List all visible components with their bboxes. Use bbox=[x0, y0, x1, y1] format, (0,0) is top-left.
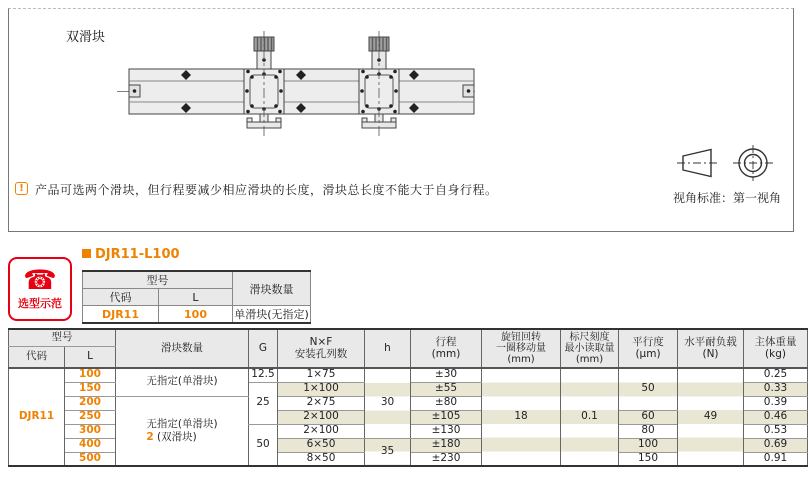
spec-g-cell: 25 bbox=[249, 382, 278, 424]
spec-header-g: G bbox=[249, 329, 278, 368]
spec-slider-cell-b: 无指定(单滑块) 2 (双滑块) bbox=[116, 396, 249, 466]
drawing-label: 双滑块 bbox=[66, 30, 106, 45]
selection-table bbox=[82, 270, 311, 324]
spec-l-cell: 250 bbox=[65, 410, 116, 424]
spec-nxf-cell: 2×100 bbox=[278, 410, 365, 424]
spec-stroke-cell: ±105 bbox=[411, 410, 482, 424]
view-standard bbox=[661, 145, 793, 206]
spec-header-sliders: 滑块数量 bbox=[116, 329, 249, 368]
spec-nxf-cell: 1×100 bbox=[278, 382, 365, 396]
spec-stroke-cell: ±55 bbox=[411, 382, 482, 396]
view-standard-label: 视角标准：第一视角 bbox=[672, 191, 781, 205]
spec-parallel-cell: 80 bbox=[619, 424, 678, 438]
spec-l-cell: 400 bbox=[65, 438, 116, 452]
sel-header-code: 代码 bbox=[83, 289, 159, 306]
orange-square-bullet bbox=[82, 249, 91, 258]
spec-scale-cell: 0.1 bbox=[561, 368, 619, 466]
spec-header-model: 型号 bbox=[9, 329, 116, 346]
phone-icon: ☎ bbox=[23, 264, 57, 296]
note-text: 产品可选两个滑块，但行程要减少相应滑块的长度，滑块总长度不能大于自身行程。 bbox=[35, 183, 498, 197]
sel-header-model: 型号 bbox=[83, 271, 233, 289]
spec-weight-cell: 0.69 bbox=[744, 438, 808, 452]
spec-table bbox=[8, 328, 808, 467]
spec-weight-cell: 0.25 bbox=[744, 368, 808, 382]
sel-header-l: L bbox=[159, 289, 233, 306]
spec-parallel-cell: 60 bbox=[619, 410, 678, 424]
spec-header-l: L bbox=[65, 346, 116, 368]
spec-knob-cell: 18 bbox=[482, 368, 561, 466]
spec-header-code: 代码 bbox=[9, 346, 65, 368]
spec-l-cell: 150 bbox=[65, 382, 116, 396]
spec-stroke-cell: ±130 bbox=[411, 424, 482, 438]
spec-nxf-cell: 6×50 bbox=[278, 438, 365, 452]
sel-code-value: DJR11 bbox=[83, 306, 159, 324]
spec-header-stroke: 行程 (mm) bbox=[411, 329, 482, 368]
spec-weight-cell: 0.39 bbox=[744, 396, 808, 410]
drawing-panel bbox=[8, 8, 794, 232]
spec-nxf-cell: 2×75 bbox=[278, 396, 365, 410]
spec-l-cell: 100 bbox=[65, 368, 116, 382]
spec-weight-cell: 0.53 bbox=[744, 424, 808, 438]
spec-nxf-cell: 1×75 bbox=[278, 368, 365, 382]
spec-header-knob: 旋钮回转 一圈移动量 (mm) bbox=[482, 329, 561, 368]
spec-stroke-cell: ±80 bbox=[411, 396, 482, 410]
spec-weight-cell: 0.46 bbox=[744, 410, 808, 424]
spec-nxf-cell: 8×50 bbox=[278, 452, 365, 466]
spec-stroke-cell: ±230 bbox=[411, 452, 482, 466]
spec-l-cell: 500 bbox=[65, 452, 116, 466]
spec-weight-cell: 0.91 bbox=[744, 452, 808, 466]
note-row bbox=[15, 181, 498, 198]
spec-g-cell: 12.5 bbox=[249, 368, 278, 382]
spec-parallel-cell: 50 bbox=[619, 368, 678, 410]
sel-slider-value: 单滑块(无指定) bbox=[233, 306, 311, 324]
spec-header-load: 水平耐负载 (N) bbox=[678, 329, 744, 368]
spec-stroke-cell: ±180 bbox=[411, 438, 482, 452]
spec-l-cell: 200 bbox=[65, 396, 116, 410]
spec-slider-cell-a: 无指定(单滑块) bbox=[116, 368, 249, 396]
dual-slider-drawing bbox=[111, 9, 481, 144]
spec-weight-cell: 0.33 bbox=[744, 382, 808, 396]
spec-stroke-cell: ±30 bbox=[411, 368, 482, 382]
spec-header-parallel: 平行度 (μm) bbox=[619, 329, 678, 368]
spec-parallel-cell: 100 bbox=[619, 438, 678, 452]
warning-icon: ! bbox=[15, 182, 28, 195]
spec-h-cell: 30 bbox=[365, 368, 411, 438]
part-number-text: DJR11-L100 bbox=[95, 247, 180, 262]
first-angle-projection-icon bbox=[669, 145, 785, 183]
spec-header-weight: 主体重量 (kg) bbox=[744, 329, 808, 368]
spec-h-cell: 35 bbox=[365, 438, 411, 466]
selection-example-badge bbox=[8, 257, 72, 321]
spec-header-nxf: N×F 安装孔列数 bbox=[278, 329, 365, 368]
spec-g-cell: 50 bbox=[249, 424, 278, 466]
spec-parallel-cell: 150 bbox=[619, 452, 678, 466]
sel-header-sliders: 滑块数量 bbox=[233, 271, 311, 306]
badge-label: 选型示范 bbox=[18, 297, 62, 311]
example-part-number bbox=[82, 247, 180, 262]
spec-load-cell: 49 bbox=[678, 368, 744, 466]
spec-nxf-cell: 2×100 bbox=[278, 424, 365, 438]
spec-header-scale: 标尺刻度 最小读取量 (mm) bbox=[561, 329, 619, 368]
table-row bbox=[9, 368, 808, 382]
spec-header-h: h bbox=[365, 329, 411, 368]
spec-code-cell: DJR11 bbox=[9, 368, 65, 466]
spec-l-cell: 300 bbox=[65, 424, 116, 438]
sel-l-value: 100 bbox=[159, 306, 233, 324]
